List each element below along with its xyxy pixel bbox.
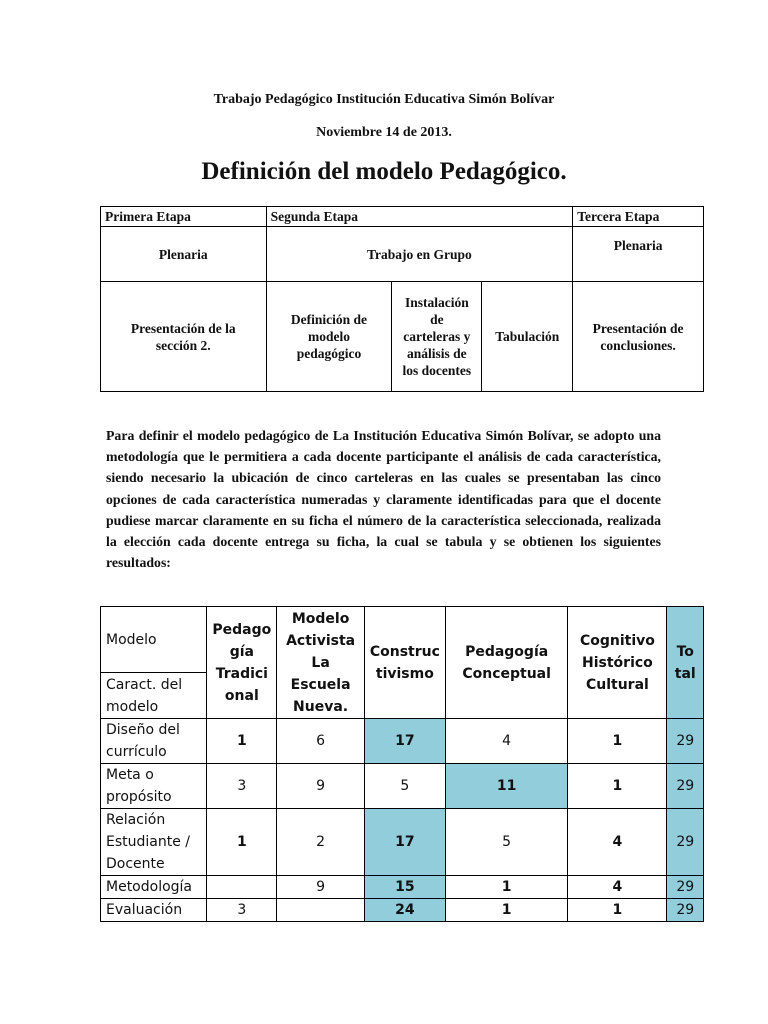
stages-row-detail [101,282,704,392]
cell-value: 5 [445,809,567,876]
cell-value: 3 [207,899,277,922]
cell-total: 29 [667,876,704,899]
cell-value: 4 [568,809,667,876]
cell-value [277,899,365,922]
cell-value: 2 [277,809,365,876]
table-row [101,764,704,809]
page-title: Definición del modelo Pedagógico. [201,158,567,185]
cell-value: 1 [568,764,667,809]
table-row [101,876,704,899]
col-pedagogia-tradicional: Pedago gía Tradici onal [207,607,277,719]
col-pedagogia-conceptual: Pedagogía Conceptual [445,607,567,719]
cell-value: 1 [207,809,277,876]
activity-plenaria-1: Plenaria [101,227,267,282]
results-header-row [101,607,704,673]
cell-value: 11 [445,764,567,809]
row-label: Diseño del currículo [101,719,207,764]
cell-value: 1 [568,719,667,764]
cell-value: 1 [445,899,567,922]
stage-first: Primera Etapa [101,207,267,227]
table-row [101,719,704,764]
col-constructivismo: Construc tivismo [364,607,445,719]
cell-value: 9 [277,764,365,809]
stage-second: Segunda Etapa [266,207,573,227]
cell-value: 15 [364,876,445,899]
col-cognitivo-historico: Cognitivo Histórico Cultural [568,607,667,719]
stage-third: Tercera Etapa [573,207,704,227]
results-table [100,606,704,922]
cell-total: 29 [667,764,704,809]
cell-value [207,876,277,899]
cell-value: 24 [364,899,445,922]
cell-value: 17 [364,719,445,764]
methodology-paragraph: Para definir el modelo pedagógico de La Institución Educativa Simón Bolívar, se adopto una metodología que le permitiera a cada docente participante el análisis de cada característica, siendo necesario la ubicación de cinco carteleras en las cuales se presentaban las cinco opciones de cada característica numeradas y claramente identificadas para que el docente pudiese marcar claramente en su ficha el número de la característica seleccionada, realizada la elección cada docente entrega su ficha, la cual se tabula y se obtienen los siguientes resultados: [106,428,661,571]
row-label: Meta o propósito [101,764,207,809]
corner-caract: Caract. del modelo [101,673,207,719]
cell-value: 9 [277,876,365,899]
cell-value: 3 [207,764,277,809]
cell-total: 29 [667,719,704,764]
detail-instalacion-carteleras: Instalación de carteleras y análisis de los docentes [392,282,482,392]
corner-modelo: Modelo [101,607,207,673]
row-label: Relación Estudiante / Docente [101,809,207,876]
table-row [101,809,704,876]
cell-value: 1 [445,876,567,899]
cell-total: 29 [667,809,704,876]
cell-total: 29 [667,899,704,922]
col-total: To tal [667,607,704,719]
row-label: Metodología [101,876,207,899]
cell-value: 5 [364,764,445,809]
row-label: Evaluación [101,899,207,922]
cell-value: 1 [568,899,667,922]
activity-plenaria-2: Plenaria [573,227,704,282]
cell-value: 6 [277,719,365,764]
institution-heading: Trabajo Pedagógico Institución Educativa Simón Bolívar [213,92,555,107]
detail-definicion-modelo: Definición de modelo pedagógico [266,282,392,392]
col-modelo-activista: Modelo Activista La Escuela Nueva. [277,607,365,719]
table-row [101,899,704,922]
stages-row-stage [101,207,704,227]
cell-value: 1 [207,719,277,764]
activity-trabajo-grupo: Trabajo en Grupo [266,227,573,282]
cell-value: 4 [568,876,667,899]
detail-tabulacion: Tabulación [482,282,573,392]
detail-presentacion-conclusiones: Presentación de conclusiones. [573,282,704,392]
stages-table [100,206,704,392]
date-heading: Noviembre 14 de 2013. [316,125,452,140]
cell-value: 4 [445,719,567,764]
cell-value: 17 [364,809,445,876]
detail-presentacion-seccion: Presentación de la sección 2. [101,282,267,392]
stages-row-activity [101,227,704,282]
